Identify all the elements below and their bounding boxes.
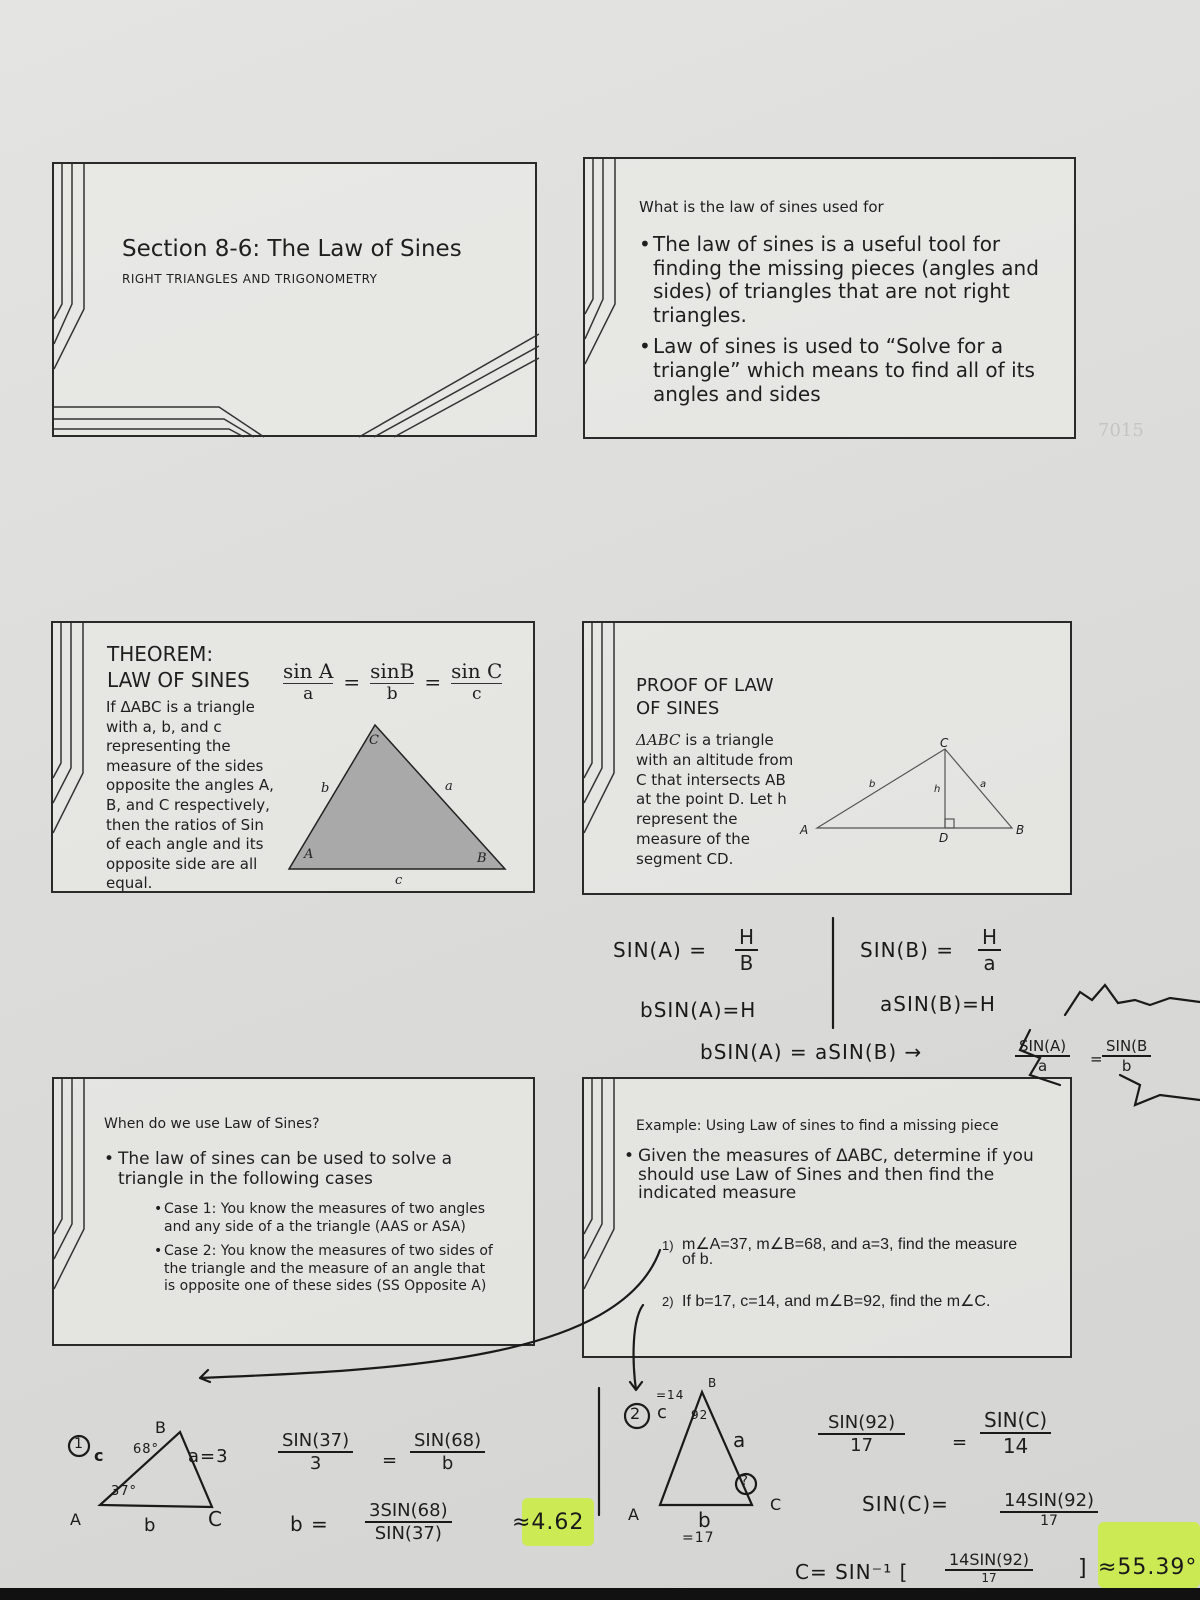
side-label-a: a — [980, 779, 987, 790]
hw-frac-h-over-a: $\frac{H}{a}$ — [978, 925, 1001, 975]
problem-text: If b=17, c=14, and m∠B=92, find the m∠C. — [682, 1293, 991, 1310]
hw-combined: bSIN(A) = aSIN(B) → — [700, 1040, 923, 1064]
hw-side-a: a — [733, 1428, 747, 1452]
slide-subtitle: RIGHT TRIANGLES AND TRIGONOMETRY — [122, 272, 378, 286]
hw-equals: = — [1090, 1050, 1104, 1068]
triangle-name: ΔABC — [636, 731, 681, 749]
problem-number: 2) — [662, 1294, 674, 1309]
hw-side-b: b — [144, 1515, 157, 1536]
hw-unknown-angle: ? — [741, 1474, 749, 1489]
hw-angle-b: 68° — [133, 1442, 160, 1457]
hw-vertex-c: C — [770, 1495, 783, 1514]
ratio-c: $\frac{\text{sin C}}{c}$ — [451, 659, 503, 704]
equals-sign: = — [424, 669, 442, 694]
ratio-b: $\frac{\sin B}{b}$ — [370, 659, 415, 704]
title-line: THEOREM: — [107, 642, 214, 666]
hw-answer-1: ≈4.62 — [512, 1510, 585, 1535]
hw-frac-sinC-14: SIN(C) 14 — [980, 1408, 1051, 1458]
hw-equals: = — [382, 1450, 399, 1471]
bullet-item: • The law of sines can be used to solve a triangle in the following cases — [104, 1149, 488, 1189]
hw-side-b-value: =17 — [682, 1530, 715, 1546]
hw-vertex-a: A — [70, 1510, 82, 1529]
hw-answer-2: ≈55.39° — [1098, 1555, 1198, 1580]
vertex-label-d: D — [939, 831, 949, 845]
hw-b-equals: b = — [290, 1512, 329, 1536]
hw-frac-sin92-17: SIN(92) 17 — [818, 1412, 905, 1456]
hw-equals: = — [952, 1432, 969, 1453]
photo-bottom-edge — [0, 1588, 1200, 1600]
hw-vertex-c: C — [208, 1507, 223, 1531]
slide-heading: When do we use Law of Sines? — [104, 1116, 320, 1132]
slide-heading: Example: Using Law of sines to find a missing piece — [636, 1118, 999, 1134]
title-line: OF SINES — [636, 698, 720, 720]
bullet-item: • Given the measures of ΔABC, determine if you should use Law of Sines and then find the indicated measure — [624, 1147, 1038, 1203]
side-label-c: c — [395, 873, 403, 888]
side-label-a: a — [445, 779, 453, 794]
vertex-label-b: B — [477, 851, 487, 866]
hw-frac-h-over-b: $\frac{H}{B}$ — [735, 925, 758, 975]
problem-text: m∠A=37, m∠B=68, and a=3, find the measure of b. — [682, 1236, 1018, 1268]
bullet-item: • The law of sines is a useful tool for finding the missing pieces (angles and sides) of triangles that are not right triangles. — [639, 233, 1039, 327]
hw-problem-number: 2 — [630, 1404, 642, 1423]
hw-frac-sinB-b: SIN(B b — [1102, 1037, 1151, 1075]
case-item: • Case 2: You know the measures of two sides of the triangle and the measure of an angle that is opposite one of these sides (SS Opposite A) — [154, 1243, 499, 1296]
hw-frac-C: 14SIN(92) 17 — [945, 1550, 1033, 1585]
hw-side-c-value: =14 — [656, 1388, 685, 1402]
title-line: PROOF OF LAW — [636, 675, 774, 696]
title-line: LAW OF SINES — [107, 667, 250, 692]
slide-heading: What is the law of sines used for — [639, 198, 884, 216]
hw-side-c: c — [94, 1446, 105, 1465]
hw-vertex-a: A — [628, 1505, 640, 1524]
ratio-a: $\frac{\text{sin A}}{a}$ — [283, 659, 334, 704]
vertex-label-b: B — [1016, 823, 1025, 837]
vertex-label-c: C — [940, 736, 949, 750]
hw-sinB: SIN(B) = — [860, 938, 954, 962]
side-label-b: b — [869, 779, 876, 790]
hw-asinB: aSIN(B)=H — [880, 992, 996, 1016]
hw-problem-number: 1 — [74, 1436, 84, 1452]
hw-angle-b: 92 — [691, 1408, 709, 1422]
hw-frac-sin68-b: SIN(68) b — [410, 1430, 485, 1474]
hw-frac-sinA-a: SIN(A) a — [1015, 1037, 1070, 1075]
hw-frac-sinC: 14SIN(92) 17 — [1000, 1490, 1098, 1529]
vertex-label-a: A — [304, 847, 314, 862]
hw-vertex-b: B — [708, 1376, 718, 1390]
vertex-label-a: A — [800, 823, 809, 837]
hw-C-arcsin: C= SIN⁻¹ [ — [795, 1560, 909, 1584]
theorem-body: If ΔABC is a triangle with a, b, and c representing the measure of the sides opposite the angles A, B, and C respectively, then the ratios of Sin of each angle and its opposite side are all equal. — [106, 698, 274, 893]
side-label-b: b — [321, 781, 330, 796]
equals-sign: = — [343, 669, 361, 694]
hw-bsinA: bSIN(A)=H — [640, 998, 757, 1022]
hw-side-b: b — [698, 1508, 712, 1532]
vertex-label-c: C — [369, 733, 379, 748]
hw-sinA: SIN(A) = — [613, 938, 707, 962]
hw-frac-b: 3SIN(68) SIN(37) — [365, 1500, 452, 1544]
slide-title-text: Section 8-6: The Law of Sines — [122, 236, 462, 262]
problem-number: 1) — [662, 1238, 674, 1253]
bullet-item: • Law of sines is used to “Solve for a triangle” which means to find all of its angles and sides — [639, 335, 1039, 406]
case-item: • Case 1: You know the measures of two angles and any side of a the triangle (AAS or ASA) — [154, 1201, 499, 1236]
hw-frac-sin37-3: SIN(37) 3 — [278, 1430, 353, 1474]
hw-sinC: SIN(C)= — [862, 1492, 949, 1516]
hw-angle-a: 37° — [111, 1484, 138, 1499]
hw-side-a: a=3 — [188, 1446, 229, 1467]
proof-text: is a triangle with an altitude from C that intersects AB at the point D. Let h represent the measure of the segment CD. — [636, 731, 794, 868]
altitude-label-h: h — [934, 784, 941, 795]
faint-mark: 7015 — [1098, 420, 1144, 441]
hw-vertex-b: B — [155, 1418, 167, 1437]
hw-side-c: c — [657, 1402, 668, 1423]
hw-bracket-close: ] — [1078, 1556, 1088, 1581]
